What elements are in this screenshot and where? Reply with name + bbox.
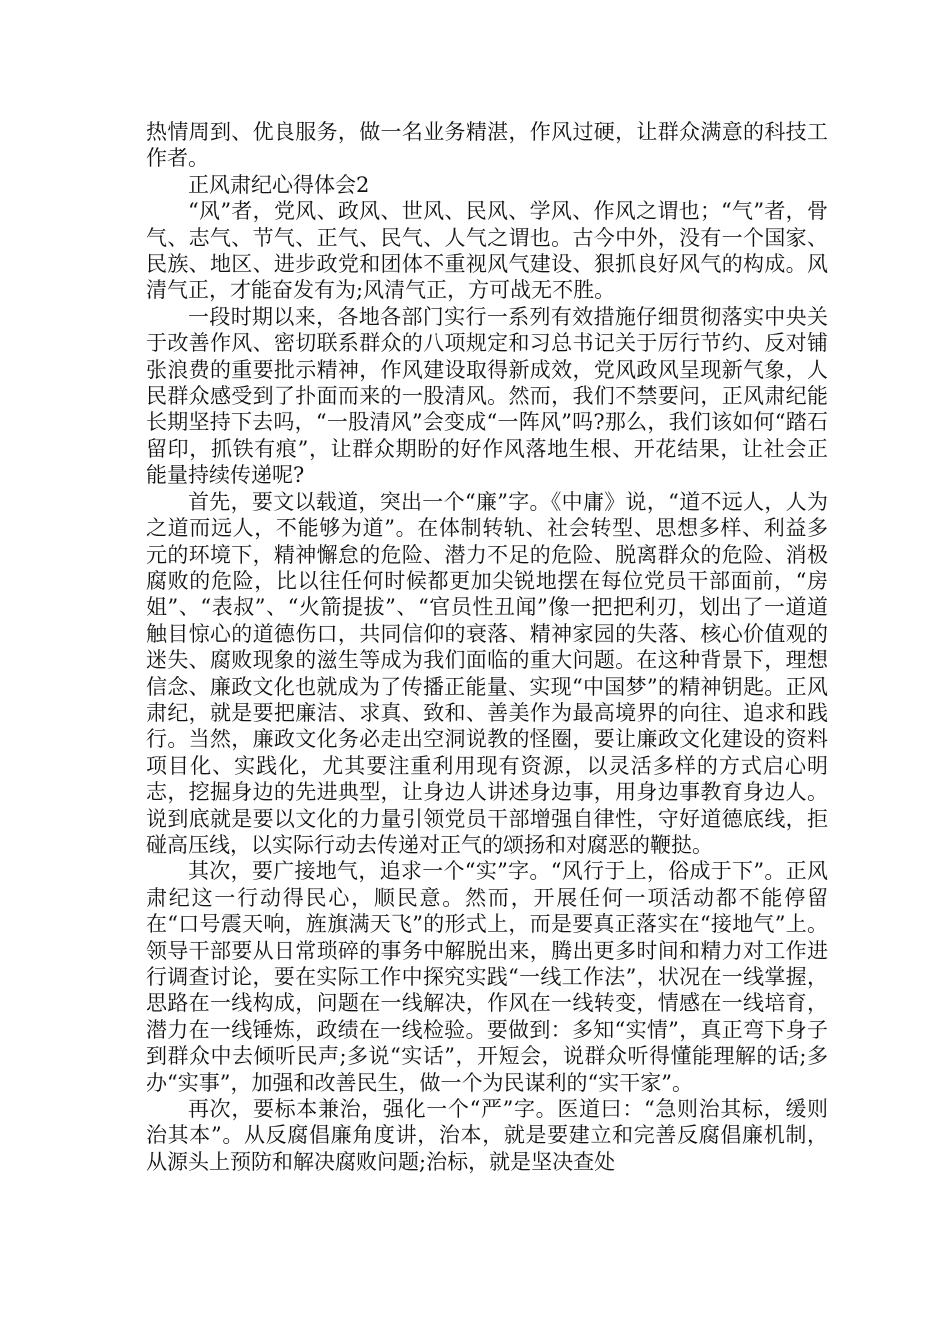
document-body (146, 119, 828, 1175)
section-heading: 正风肃纪心得体会2 (188, 172, 370, 197)
paragraph-3: “风”者，党风、政风、世风、民风、学风、作风之谓也；“气”者，骨气、志气、节气、正气、民气、人气之谓也。古今中外，没有一个国家、民族、地区、进步政党和团体不重视风气建设、狠抓良好风气的构成。风清气正，才能奋发有为;风清气正，方可战无不胜。 (146, 199, 828, 303)
paragraph-4: 一段时期以来，各地各部门实行一系列有效措施仔细贯彻落实中央关于改善作风、密切联系群众的八项规定和习总书记关于厉行节约、反对铺张浪费的重要批示精神，作风建设取得新成效，党风政风呈现新气象，人民群众感受到了扑面而来的一股清风。然而，我们不禁要问，正风肃纪能长期坚持下去吗，“一股清风”会变成“一阵风”吗?那么，我们该如何“踏石留印，抓铁有痕”，让群众期盼的好作风落地生根、开花结果，让社会正能量持续传递呢? (146, 304, 828, 488)
paragraph-6: 其次，要广接地气，追求一个“实”字。“风行于上，俗成于下”。正风肃纪这一行动得民心，顺民意。然而，开展任何一项活动都不能停留在“口号震天响，旌旗满天飞”的形式上，而是要真正落实在“接地气”上。领导干部要从日常琐碎的事务中解脱出来，腾出更多时间和精力对工作进行调查讨论，要在实际工作中探究实践“一线工作法”，状况在一线掌握，思路在一线构成，问题在一线解决，作风在一线转变，情感在一线培育，潜力在一线锤炼，政绩在一线检验。要做到：多知“实情”，真正弯下身子到群众中去倾听民声;多说“实话”，开短会，说群众听得懂能理解的话;多办“实事”，加强和改善民生，做一个为民谋利的“实干家”。 (146, 859, 828, 1095)
paragraph-5: 首先，要文以载道，突出一个“廉”字。《中庸》说，“道不远人，人为之道而远人，不能够为道”。在体制转轨、社会转型、思想多样、利益多元的环境下，精神懈怠的危险、潜力不足的危险、脱离群众的危险、消极腐败的危险，比以往任何时候都更加尖锐地摆在每位党员干部面前，“房姐”、“表叔”、“火箭提拔”、“官员性丑闻”像一把把利刃，划出了一道道触目惊心的道德伤口，共同信仰的衰落、精神家园的失落、核心价值观的迷失、腐败现象的滋生等成为我们面临的重大问题。在这种背景下，理想信念、廉政文化也就成为了传播正能量、实现“中国梦”的精神钥匙。正风肃纪，就是要把廉洁、求真、致和、善美作为最高境界的向往、追求和践行。当然，廉政文化务必走出空洞说教的怪圈，要让廉政文化建设的资料项目化、实践化，尤其要注重利用现有资源，以灵活多样的方式启心明志，挖掘身边的先进典型，让身边人讲述身边事，用身边事教育身边人。说到底就是要以文化的力量引领党员干部增强自律性，守好道德底线，拒碰高压线，以实际行动去传递对正气的颂扬和对腐恶的鞭挞。 (146, 489, 828, 857)
paragraph-7: 再次，要标本兼治，强化一个“严”字。医道曰：“急则治其标，缓则治其本”。从反腐倡廉角度讲，治本，就是要建立和完善反腐倡廉机制，从源头上预防和解决腐败问题;治标，就是坚决查处 (146, 1097, 828, 1174)
paragraph-1: 热情周到、优良服务，做一名业务精湛，作风过硬，让群众满意的科技工作者。 (146, 120, 828, 171)
